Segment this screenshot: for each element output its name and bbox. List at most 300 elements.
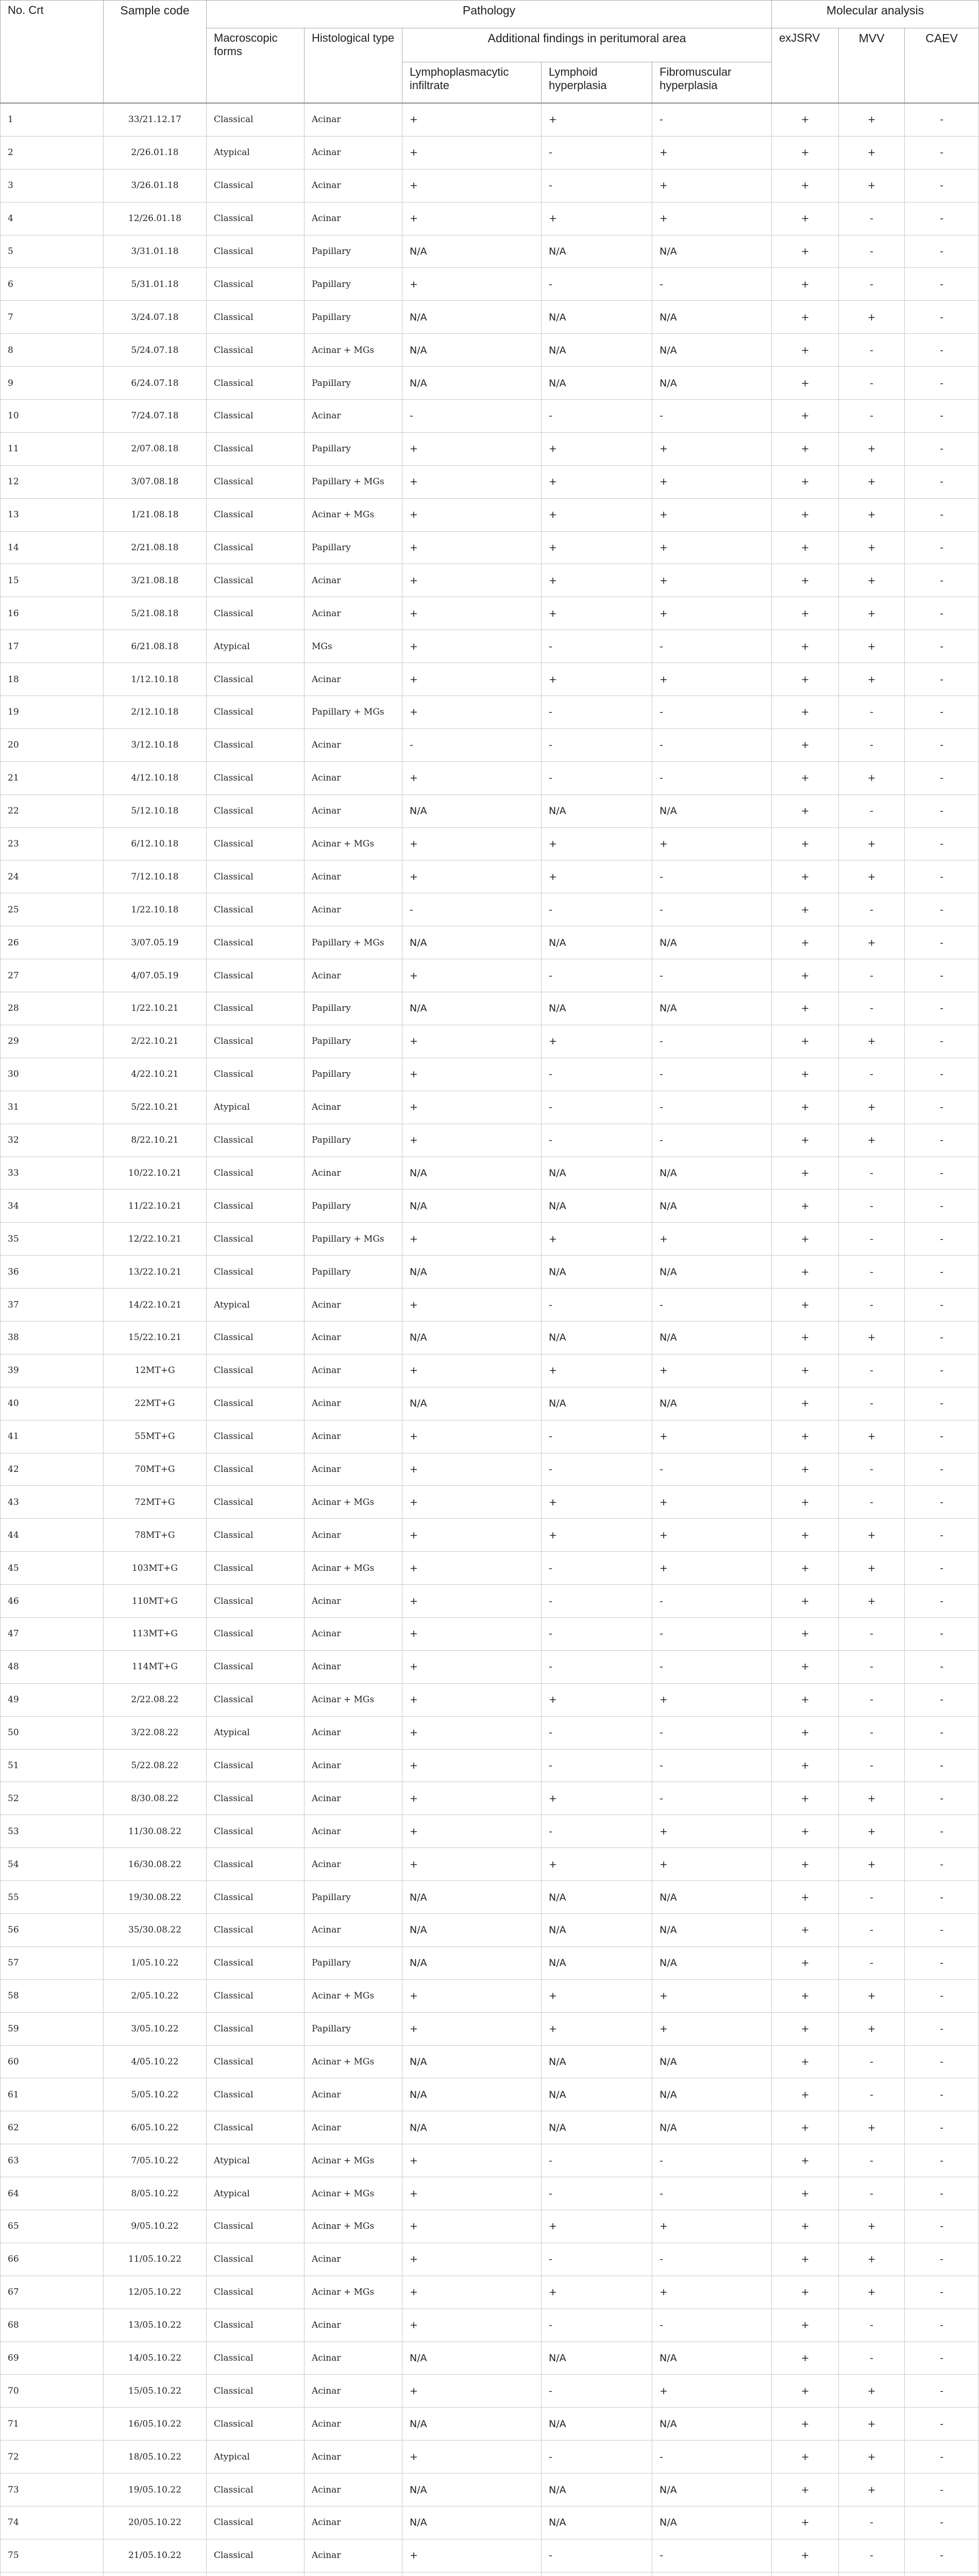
cell-exjsrv: + [772, 1486, 839, 1519]
cell-lymphoplasmacytic: N/A [402, 794, 542, 827]
cell-fibromuscular: - [652, 2144, 772, 2177]
cell-no: 46 [1, 1585, 104, 1618]
cell-sample-code: 14/05.10.22 [104, 2342, 207, 2375]
cell-macroscopic-form: Classical [207, 367, 305, 400]
cell-mvv: + [839, 2441, 905, 2473]
cell-macroscopic-form: Classical [207, 334, 305, 367]
cell-lymphoid: N/A [542, 1256, 652, 1289]
cell-no: 13 [1, 498, 104, 531]
cell-histological-type: Acinar + MGs [305, 334, 402, 367]
cell-sample-code: 1/22.10.21 [104, 992, 207, 1025]
cell-macroscopic-form: Classical [207, 1124, 305, 1157]
table-row [1, 1946, 979, 1979]
cell-sample-code: 110MT+G [104, 1585, 207, 1618]
cell-no: 10 [1, 400, 104, 433]
cell-histological-type: Acinar [305, 794, 402, 827]
cell-sample-code: 33/21.12.17 [104, 103, 207, 136]
cell-histological-type: Acinar [305, 2342, 402, 2375]
cell-caev: - [905, 597, 979, 630]
cell-fibromuscular: + [652, 2012, 772, 2045]
table-row [1, 1486, 979, 1519]
cell-sample-code: 4/07.05.19 [104, 959, 207, 992]
cell-lymphoplasmacytic: + [402, 2243, 542, 2276]
table-row [1, 498, 979, 531]
cell-histological-type: Papillary [305, 992, 402, 1025]
cell-fibromuscular: N/A [652, 1321, 772, 1354]
cell-mvv: + [839, 1979, 905, 2012]
cell-fibromuscular: + [652, 1420, 772, 1453]
cell-histological-type: Papillary [305, 2012, 402, 2045]
cell-caev: - [905, 531, 979, 564]
cell-lymphoid [542, 2572, 652, 2576]
table-row [1, 1354, 979, 1387]
cell-exjsrv: + [772, 728, 839, 761]
cell-histological-type: Papillary + MGs [305, 926, 402, 959]
cell-sample-code: 78MT+G [104, 1519, 207, 1552]
cell-sample-code: 7/24.07.18 [104, 400, 207, 433]
cell-caev: - [905, 761, 979, 794]
cell-caev: - [905, 103, 979, 136]
cell-no: 28 [1, 992, 104, 1025]
cell-histological-type: Acinar [305, 1815, 402, 1848]
cell-no: 30 [1, 1058, 104, 1091]
cell-lymphoid: - [542, 169, 652, 202]
cell-caev: - [905, 1913, 979, 1946]
cell-lymphoplasmacytic: + [402, 630, 542, 663]
cell-fibromuscular [652, 2572, 772, 2576]
cell-macroscopic-form: Classical [207, 2408, 305, 2441]
cell-lymphoid: + [542, 1519, 652, 1552]
cell-lymphoid: + [542, 202, 652, 235]
cell-macroscopic-form: Classical [207, 1650, 305, 1683]
cell-fibromuscular: - [652, 696, 772, 729]
cell-exjsrv: + [772, 597, 839, 630]
cell-mvv: - [839, 268, 905, 301]
cell-sample-code: 3/05.10.22 [104, 2012, 207, 2045]
cell-fibromuscular: + [652, 432, 772, 465]
cell-caev: - [905, 2441, 979, 2473]
cell-sample-code: 16/30.08.22 [104, 1848, 207, 1881]
cell-no: 2 [1, 136, 104, 169]
cell-mvv: + [839, 136, 905, 169]
table-row [1, 465, 979, 498]
cell-lymphoid: N/A [542, 2045, 652, 2078]
cell-no: 69 [1, 2342, 104, 2375]
cell-sample-code: 2/22.08.22 [104, 1683, 207, 1716]
cell-lymphoid: + [542, 1354, 652, 1387]
cell-histological-type: Acinar [305, 1420, 402, 1453]
cell-histological-type: Acinar [305, 1617, 402, 1650]
cell-lymphoid: - [542, 1650, 652, 1683]
cell-macroscopic-form: Classical [207, 1881, 305, 1914]
table-row [1, 1453, 979, 1486]
cell-fibromuscular: - [652, 1289, 772, 1321]
cell-mvv: + [839, 1091, 905, 1124]
cell-histological-type [305, 2572, 402, 2576]
cell-no: 51 [1, 1749, 104, 1782]
cell-caev: - [905, 465, 979, 498]
cell-lymphoid: - [542, 1289, 652, 1321]
cell-lymphoplasmacytic: N/A [402, 2111, 542, 2144]
cell-no: 58 [1, 1979, 104, 2012]
cell-histological-type: Papillary + MGs [305, 696, 402, 729]
table-row [1, 1387, 979, 1420]
cell-histological-type: Acinar [305, 1716, 402, 1749]
cell-no: 4 [1, 202, 104, 235]
cell-mvv: - [839, 1387, 905, 1420]
cell-exjsrv: + [772, 1617, 839, 1650]
cell-no: 71 [1, 2408, 104, 2441]
table-row [1, 334, 979, 367]
cell-sample-code: 114MT+G [104, 1650, 207, 1683]
cell-histological-type: Acinar + MGs [305, 1979, 402, 2012]
cell-macroscopic-form: Classical [207, 2473, 305, 2506]
cell-exjsrv: + [772, 2111, 839, 2144]
cell-fibromuscular: + [652, 1815, 772, 1848]
table-row [1, 531, 979, 564]
cell-macroscopic-form: Classical [207, 268, 305, 301]
cell-exjsrv: + [772, 1256, 839, 1289]
cell-no: 7 [1, 301, 104, 334]
cell-lymphoplasmacytic: + [402, 1486, 542, 1519]
cell-exjsrv: + [772, 663, 839, 696]
cell-histological-type: Acinar [305, 564, 402, 597]
cell-lymphoid: N/A [542, 1913, 652, 1946]
cell-mvv: - [839, 2539, 905, 2572]
cell-lymphoplasmacytic: + [402, 2210, 542, 2243]
cell-lymphoid: N/A [542, 1321, 652, 1354]
cell-exjsrv: + [772, 334, 839, 367]
cell-fibromuscular: - [652, 959, 772, 992]
cell-lymphoid: N/A [542, 2078, 652, 2111]
cell-fibromuscular: - [652, 1782, 772, 1815]
cell-macroscopic-form: Classical [207, 1256, 305, 1289]
cell-histological-type: Papillary [305, 235, 402, 268]
cell-mvv: + [839, 630, 905, 663]
cell-lymphoid: N/A [542, 235, 652, 268]
cell-lymphoid: - [542, 1420, 652, 1453]
cell-fibromuscular: N/A [652, 2473, 772, 2506]
cell-lymphoid: - [542, 2309, 652, 2342]
cell-sample-code: 5/21.08.18 [104, 597, 207, 630]
cell-sample-code: 8/30.08.22 [104, 1782, 207, 1815]
cell-fibromuscular: + [652, 1979, 772, 2012]
cell-mvv: - [839, 1946, 905, 1979]
cell-fibromuscular: N/A [652, 2045, 772, 2078]
table-row [1, 1716, 979, 1749]
cell-sample-code: 5/22.08.22 [104, 1749, 207, 1782]
table-row [1, 663, 979, 696]
cell-mvv: - [839, 1617, 905, 1650]
cell-caev: - [905, 1519, 979, 1552]
cell-caev: - [905, 367, 979, 400]
cell-exjsrv: + [772, 498, 839, 531]
cell-caev: - [905, 235, 979, 268]
cell-histological-type: Acinar [305, 1354, 402, 1387]
cell-mvv: - [839, 202, 905, 235]
cell-mvv: + [839, 2210, 905, 2243]
cell-lymphoplasmacytic: + [402, 2144, 542, 2177]
cell-mvv: + [839, 663, 905, 696]
cell-macroscopic-form: Classical [207, 1321, 305, 1354]
cell-mvv: + [839, 465, 905, 498]
cell-mvv: - [839, 235, 905, 268]
cell-lymphoplasmacytic: N/A [402, 1256, 542, 1289]
cell-no: 52 [1, 1782, 104, 1815]
cell-no: 22 [1, 794, 104, 827]
cell-lymphoplasmacytic: N/A [402, 2408, 542, 2441]
cell-lymphoplasmacytic: N/A [402, 1157, 542, 1190]
cell-lymphoid: N/A [542, 1387, 652, 1420]
cell-lymphoid: N/A [542, 992, 652, 1025]
cell-macroscopic-form: Classical [207, 2309, 305, 2342]
cell-exjsrv: + [772, 2309, 839, 2342]
cell-caev: - [905, 2342, 979, 2375]
cell-histological-type: Acinar [305, 1749, 402, 1782]
cell-no: 17 [1, 630, 104, 663]
cell-histological-type: Acinar [305, 2243, 402, 2276]
cell-lymphoid: - [542, 1585, 652, 1618]
cell-macroscopic-form: Classical [207, 531, 305, 564]
cell-caev: - [905, 1683, 979, 1716]
cell-macroscopic-form: Classical [207, 663, 305, 696]
cell-histological-type: Papillary [305, 301, 402, 334]
cell-fibromuscular: + [652, 1552, 772, 1585]
cell-sample-code: 5/05.10.22 [104, 2078, 207, 2111]
cell-lymphoid: - [542, 1716, 652, 1749]
cell-exjsrv: + [772, 1025, 839, 1058]
cell-lymphoplasmacytic: + [402, 1519, 542, 1552]
cell-macroscopic-form: Atypical [207, 630, 305, 663]
cell-mvv: - [839, 959, 905, 992]
cell-mvv: + [839, 926, 905, 959]
cell-mvv: - [839, 2506, 905, 2539]
cell-lymphoplasmacytic: + [402, 136, 542, 169]
cell-lymphoplasmacytic: + [402, 860, 542, 893]
cell-macroscopic-form: Classical [207, 2506, 305, 2539]
cell-mvv: + [839, 1552, 905, 1585]
cell-lymphoid: + [542, 564, 652, 597]
cell-macroscopic-form: Classical [207, 696, 305, 729]
cell-sample-code: 7/12.10.18 [104, 860, 207, 893]
cell-caev: - [905, 2045, 979, 2078]
cell-macroscopic-form: Classical [207, 400, 305, 433]
cell-lymphoplasmacytic: + [402, 531, 542, 564]
cell-macroscopic-form: Classical [207, 235, 305, 268]
cell-no: 6 [1, 268, 104, 301]
cell-mvv: + [839, 1321, 905, 1354]
cell-lymphoid: + [542, 860, 652, 893]
cell-mvv: - [839, 893, 905, 926]
cell-no: 19 [1, 696, 104, 729]
table-row [1, 728, 979, 761]
cell-caev: - [905, 1881, 979, 1914]
cell-lymphoid: N/A [542, 1157, 652, 1190]
header-no: No. Crt [1, 1, 104, 104]
cell-histological-type: Acinar [305, 2078, 402, 2111]
cell-lymphoid: + [542, 103, 652, 136]
cell-no: 54 [1, 1848, 104, 1881]
cell-lymphoplasmacytic: + [402, 1716, 542, 1749]
table-row [1, 1881, 979, 1914]
header-sample-code: Sample code [104, 1, 207, 104]
cell-lymphoid: N/A [542, 334, 652, 367]
cell-macroscopic-form: Classical [207, 1683, 305, 1716]
cell-lymphoid: - [542, 2177, 652, 2210]
cell-fibromuscular: - [652, 400, 772, 433]
cell-no: 37 [1, 1289, 104, 1321]
cell-no: 14 [1, 531, 104, 564]
cell-caev: - [905, 1420, 979, 1453]
cell-caev: - [905, 696, 979, 729]
cell-macroscopic-form: Classical [207, 1585, 305, 1618]
cell-lymphoid: + [542, 1025, 652, 1058]
cell-sample-code: 6/21.08.18 [104, 630, 207, 663]
table-row [1, 597, 979, 630]
cell-lymphoplasmacytic: + [402, 2441, 542, 2473]
cell-mvv: - [839, 1058, 905, 1091]
cell-exjsrv: + [772, 926, 839, 959]
cell-lymphoplasmacytic: + [402, 2012, 542, 2045]
cell-lymphoid: + [542, 663, 652, 696]
cell-histological-type: Acinar [305, 597, 402, 630]
cell-exjsrv: + [772, 2506, 839, 2539]
cell-lymphoid: N/A [542, 926, 652, 959]
cell-macroscopic-form: Classical [207, 860, 305, 893]
cell-exjsrv: + [772, 1650, 839, 1683]
cell-no: 62 [1, 2111, 104, 2144]
cell-histological-type: Acinar [305, 202, 402, 235]
cell-lymphoid: + [542, 432, 652, 465]
cell-exjsrv: + [772, 959, 839, 992]
cell-histological-type: Papillary [305, 1124, 402, 1157]
cell-macroscopic-form: Classical [207, 2210, 305, 2243]
cell-macroscopic-form: Classical [207, 1223, 305, 1256]
cell-lymphoid: N/A [542, 2408, 652, 2441]
cell-fibromuscular: N/A [652, 2506, 772, 2539]
cell-mvv [839, 2572, 905, 2576]
cell-sample-code: 12MT+G [104, 1354, 207, 1387]
cell-sample-code: 6/05.10.22 [104, 2111, 207, 2144]
cell-exjsrv: + [772, 1387, 839, 1420]
cell-macroscopic-form: Classical [207, 498, 305, 531]
cell-mvv: - [839, 1650, 905, 1683]
cell-sample-code: 2/21.08.18 [104, 531, 207, 564]
cell-exjsrv: + [772, 1420, 839, 1453]
cell-macroscopic-form: Classical [207, 1848, 305, 1881]
cell-exjsrv: + [772, 268, 839, 301]
cell-macroscopic-form: Atypical [207, 136, 305, 169]
cell-sample-code: 7/05.10.22 [104, 2144, 207, 2177]
header-macroscopic-forms: Macroscopic forms [207, 28, 305, 104]
cell-lymphoid: N/A [542, 2473, 652, 2506]
cell-histological-type: Acinar + MGs [305, 2177, 402, 2210]
cell-fibromuscular: N/A [652, 301, 772, 334]
cell-macroscopic-form: Classical [207, 2012, 305, 2045]
cell-lymphoid: + [542, 1848, 652, 1881]
cell-lymphoid: - [542, 1124, 652, 1157]
cell-sample-code: 4/12.10.18 [104, 761, 207, 794]
cell-sample-code: 5/24.07.18 [104, 334, 207, 367]
cell-exjsrv: + [772, 1519, 839, 1552]
cell-mvv: + [839, 1025, 905, 1058]
cell-sample-code: 2/05.10.22 [104, 1979, 207, 2012]
cell-histological-type: Papillary [305, 1058, 402, 1091]
cell-histological-type: Papillary [305, 531, 402, 564]
cell-fibromuscular: + [652, 663, 772, 696]
cell-caev: - [905, 1223, 979, 1256]
cell-histological-type: Papillary [305, 1190, 402, 1223]
cell-exjsrv: + [772, 992, 839, 1025]
cell-lymphoplasmacytic: + [402, 103, 542, 136]
cell-histological-type: Papillary [305, 1025, 402, 1058]
cell-exjsrv: + [772, 531, 839, 564]
cell-caev: - [905, 1815, 979, 1848]
cell-lymphoplasmacytic: + [402, 1124, 542, 1157]
cell-fibromuscular: - [652, 1585, 772, 1618]
cell-sample-code: 55MT+G [104, 1420, 207, 1453]
cell-no: 53 [1, 1815, 104, 1848]
cell-no: 61 [1, 2078, 104, 2111]
table-row [1, 1683, 979, 1716]
cell-caev: - [905, 1256, 979, 1289]
cell-fibromuscular: - [652, 268, 772, 301]
cell-caev: - [905, 1157, 979, 1190]
cell-caev: - [905, 2539, 979, 2572]
cell-fibromuscular: + [652, 202, 772, 235]
cell-mvv: - [839, 1289, 905, 1321]
cell-lymphoid: - [542, 2144, 652, 2177]
cell-fibromuscular: - [652, 728, 772, 761]
table-row [1, 400, 979, 433]
cell-histological-type: Papillary [305, 367, 402, 400]
cell-lymphoid: + [542, 531, 652, 564]
cell-exjsrv: + [772, 1289, 839, 1321]
cell-exjsrv: + [772, 1157, 839, 1190]
cell-histological-type: Acinar [305, 1848, 402, 1881]
cell-exjsrv: + [772, 235, 839, 268]
cell-caev: - [905, 564, 979, 597]
cell-lymphoid: - [542, 1552, 652, 1585]
cell-no: 75 [1, 2539, 104, 2572]
cell-lymphoplasmacytic: + [402, 827, 542, 860]
cell-caev: - [905, 2276, 979, 2309]
cell-histological-type: Acinar [305, 103, 402, 136]
table-row [1, 1749, 979, 1782]
cell-no: 57 [1, 1946, 104, 1979]
cell-caev: - [905, 1617, 979, 1650]
table-row [1, 103, 979, 136]
cell-fibromuscular: + [652, 136, 772, 169]
cell-mvv: - [839, 794, 905, 827]
table-row [1, 2309, 979, 2342]
cell-sample-code: 1/22.10.18 [104, 893, 207, 926]
cell-histological-type: Acinar + MGs [305, 2045, 402, 2078]
cell-lymphoplasmacytic: N/A [402, 334, 542, 367]
cell-histological-type: Acinar [305, 860, 402, 893]
cell-caev: - [905, 2408, 979, 2441]
cell-no: 74 [1, 2506, 104, 2539]
cell-lymphoplasmacytic [402, 2572, 542, 2576]
header-histological-type: Histological type [305, 28, 402, 104]
cell-no: 67 [1, 2276, 104, 2309]
cell-lymphoplasmacytic: N/A [402, 367, 542, 400]
cell-lymphoplasmacytic: + [402, 1617, 542, 1650]
table-row [1, 1321, 979, 1354]
cell-exjsrv: + [772, 827, 839, 860]
cell-lymphoplasmacytic: + [402, 1223, 542, 1256]
cell-lymphoplasmacytic: N/A [402, 1881, 542, 1914]
